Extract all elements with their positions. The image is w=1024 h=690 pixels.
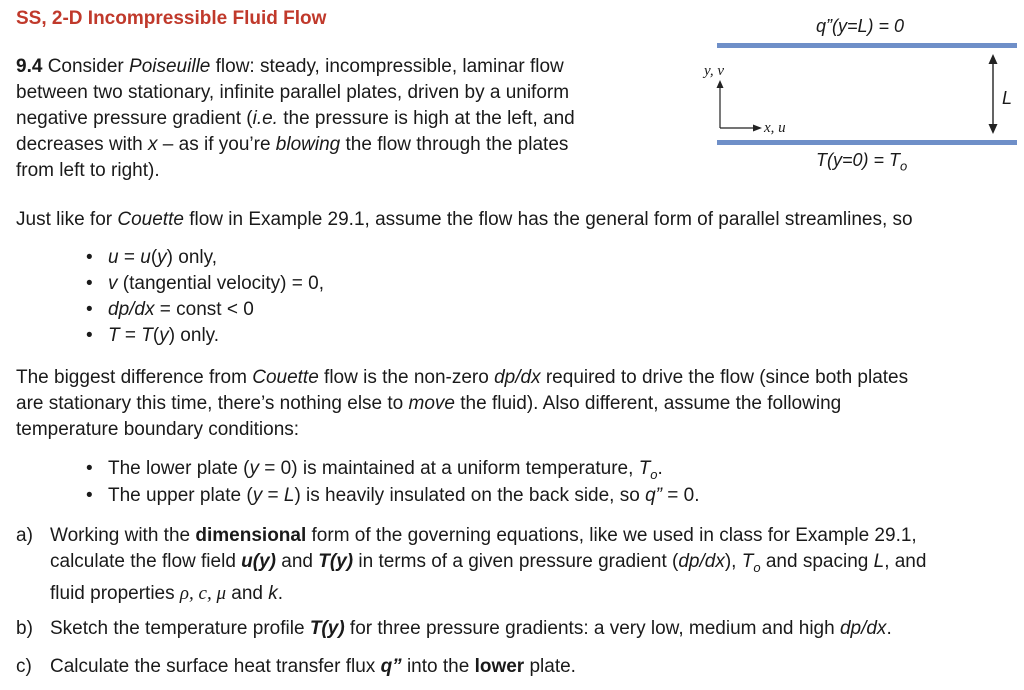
- text: y: [249, 458, 260, 479]
- text: i.e.: [252, 108, 278, 129]
- text: and: [226, 582, 269, 604]
- text: for three pressure gradients: a very low, medium and high: [344, 618, 840, 639]
- subscript: o: [650, 466, 658, 482]
- top-boundary-condition: q”(y=L) = 0: [816, 16, 905, 36]
- text: T(y): [318, 551, 354, 572]
- text: (tangential velocity) = 0,: [117, 273, 324, 294]
- text: dp/dx: [494, 367, 541, 388]
- text: The lower plate (: [108, 458, 250, 479]
- text: Poiseuille: [129, 56, 211, 77]
- upper-plate: [717, 43, 1017, 48]
- spacing-label: L: [1002, 88, 1013, 108]
- text: q”: [380, 656, 402, 677]
- text: Just like for: [16, 209, 118, 230]
- text: decreases with: [16, 134, 149, 155]
- text: the flow through the plates: [340, 134, 569, 155]
- text: from left to right).: [16, 160, 160, 181]
- text: = 0.: [661, 485, 700, 506]
- channel-diagram: [700, 40, 1024, 165]
- text: the fluid). Also different, assume the following: [455, 393, 842, 414]
- question-text: [50, 523, 926, 607]
- subscript: o: [753, 559, 761, 575]
- text: Working with the: [50, 525, 196, 546]
- text: u: [108, 247, 119, 268]
- text: L: [283, 485, 295, 506]
- problem-number: 9.4: [16, 56, 43, 77]
- list-item: • v (tangential velocity) = 0,: [86, 273, 324, 294]
- text: The upper plate (: [108, 485, 253, 506]
- question-letter: a): [16, 525, 33, 546]
- text: fluid properties: [50, 582, 180, 604]
- question-letter: c): [16, 656, 32, 677]
- text: y: [159, 325, 169, 346]
- text: plate.: [524, 656, 576, 677]
- text: lower: [474, 656, 525, 677]
- text: blowing: [275, 134, 341, 155]
- text: = const < 0: [154, 299, 254, 320]
- text: (: [152, 325, 160, 346]
- text: ),: [724, 551, 742, 572]
- text: (: [150, 247, 158, 268]
- text: The biggest difference from: [16, 367, 253, 388]
- text: ) is heavily insulated on the back side, so: [294, 485, 646, 506]
- text: calculate the flow field: [50, 551, 242, 572]
- text: L: [873, 551, 885, 572]
- text: – as if you’re: [157, 134, 276, 155]
- text: Couette: [117, 209, 184, 230]
- text: form of the governing equations, like we used in class for Example 29.1,: [306, 525, 917, 546]
- text: Calculate the surface heat transfer flux: [50, 656, 381, 677]
- text: negative pressure gradient (: [16, 108, 253, 129]
- text: Couette: [252, 367, 319, 388]
- y-axis-label: y, v: [704, 63, 724, 79]
- text: ) only,: [166, 247, 217, 268]
- list-item: • T = T(y) only.: [86, 325, 220, 346]
- y-axis-arrowhead: [717, 80, 724, 88]
- text: T: [141, 325, 153, 346]
- text: ρ, c, μ: [179, 582, 226, 604]
- x-axis-label: x, u: [764, 120, 786, 136]
- text: Sketch the temperature profile: [50, 618, 310, 639]
- page-title: SS, 2-D Incompressible Fluid Flow: [16, 8, 327, 29]
- text: the pressure is high at the left, and: [277, 108, 575, 129]
- text: between two stationary, infinite parallel plates, driven by a uniform: [16, 82, 570, 103]
- text: .: [657, 458, 663, 479]
- list-item: • dp/dx = const < 0: [86, 299, 254, 320]
- difference-paragraph: [16, 365, 908, 443]
- bottom-boundary-condition: [816, 150, 907, 174]
- text: required to drive the flow (since both plates: [540, 367, 909, 388]
- question-letter: b): [16, 618, 33, 639]
- text: k: [268, 582, 278, 604]
- text: =: [262, 485, 284, 506]
- text: flow: steady, incompressible, laminar flow: [210, 56, 564, 77]
- text: and spacing: [760, 551, 874, 572]
- spacing-arrow-up: [989, 54, 998, 64]
- text: u: [140, 247, 151, 268]
- text: dp/dx: [678, 551, 725, 572]
- text: v: [108, 273, 118, 294]
- text: flow is the non-zero: [318, 367, 495, 388]
- subscript: o: [900, 158, 908, 174]
- text: .: [886, 618, 892, 639]
- text: x: [148, 134, 158, 155]
- text: u(y): [241, 551, 276, 572]
- text: Consider: [42, 56, 130, 77]
- text: q”: [645, 485, 662, 506]
- text: T: [741, 551, 754, 572]
- text: T: [108, 325, 120, 346]
- text: y: [252, 485, 263, 506]
- text: flow in Example 29.1, assume the flow has the general form of parallel streamlines, so: [183, 209, 913, 230]
- text: are stationary this time, there’s nothing else to: [16, 393, 409, 414]
- text: dimensional: [195, 525, 307, 546]
- text: into the: [401, 656, 475, 677]
- text: move: [408, 393, 455, 414]
- text: in terms of a given pressure gradient (: [353, 551, 679, 572]
- lower-plate: [717, 140, 1017, 145]
- list-item: • u = u(y) only,: [86, 247, 217, 268]
- list-item: • The upper plate (y = L) is heavily insulated on the back side, so q” = 0.: [86, 485, 700, 506]
- list-item: • The lower plate (y = 0) is maintained at a uniform temperature, $T_o$.: [86, 458, 663, 482]
- text: .: [277, 582, 284, 604]
- problem-statement: [16, 54, 656, 184]
- text: =: [119, 325, 142, 346]
- text: temperature boundary conditions:: [16, 419, 300, 440]
- text: ) only.: [168, 325, 220, 346]
- text: T(y=0) = T: [816, 150, 901, 170]
- x-axis-arrowhead: [753, 125, 762, 132]
- text: = 0) is maintained at a uniform temperature,: [259, 458, 639, 479]
- text: and: [276, 551, 319, 572]
- text: y: [157, 247, 167, 268]
- intro-text: [16, 207, 913, 233]
- question-text: [50, 616, 892, 642]
- text: dp/dx: [839, 618, 887, 639]
- spacing-arrow-down: [989, 124, 998, 134]
- question-text: [50, 654, 576, 680]
- text: T: [638, 458, 651, 479]
- text: dp/dx: [108, 299, 155, 320]
- text: =: [118, 247, 141, 268]
- text: T(y): [309, 618, 345, 639]
- text: , and: [884, 551, 927, 572]
